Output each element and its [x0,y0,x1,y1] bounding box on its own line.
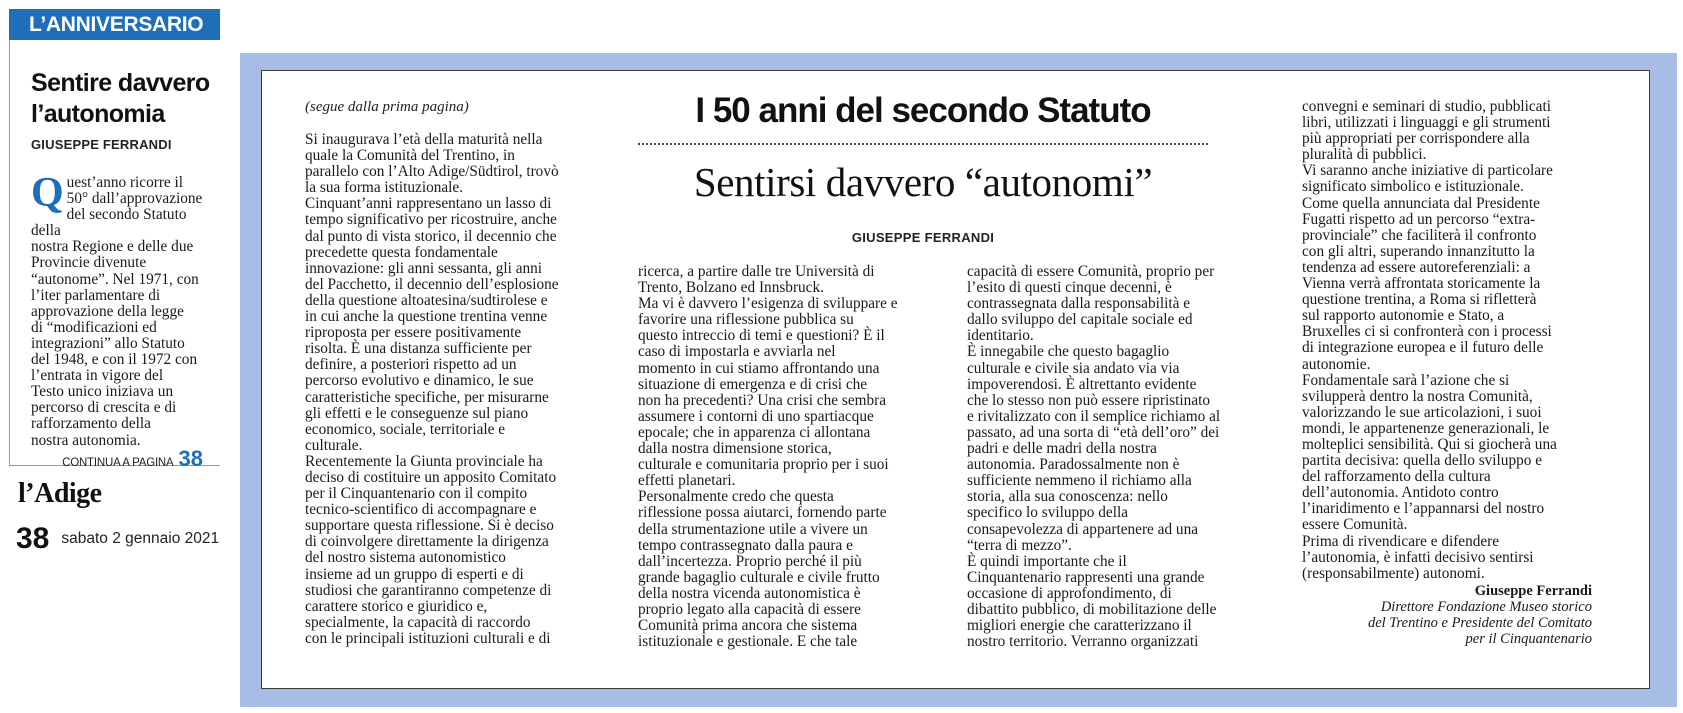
text-line: caratteristiche specifiche, per misurarne [305,388,549,406]
text-line: Personalmente credo che questa [638,488,834,506]
sidebar-text-line: Testo unico iniziava un [31,383,174,401]
text-line: l’esito di questi cinque decenni, è [967,279,1172,297]
text-line: innovazione: gli anni sessanta, gli anni [305,259,543,277]
text-line: tempo contrassegnato dalla paura e [638,536,853,554]
sidebar-text [31,170,212,449]
text-line: epocale; che in apparenza ci allontana [638,423,871,441]
text-line: svilupperà dentro la nostra Comunità, [1302,387,1533,405]
sidebar-text-line: del secondo Statuto della [31,206,187,240]
text-column-1 [305,132,595,647]
text-line: Fugatti rispetto ad un percorso “extra- [1302,210,1536,228]
text-line: del nostro sistema autonomistico [305,549,506,567]
text-line: grande bagaglio culturale e civile frutto [638,568,880,586]
newspaper-masthead: l’Adige [18,478,102,509]
signature-role-line: del Trentino e Presidente del Comitato [1367,615,1592,631]
text-line: culturale e comunitaria proprio per i suoi [638,456,889,474]
article-headline: Sentirsi davvero “autonomi” [693,159,1153,205]
text-line: di integrazione europea e il futuro delle [1302,339,1544,357]
text-line: Trento, Bolzano ed Innsbruck. [638,279,824,297]
text-line: di coinvolgere direttamente la dirigenza [305,533,549,551]
text-line: È innegabile che questo bagaglio [967,343,1170,361]
text-line: Comunità prima ancora che sistema [638,617,858,635]
article-frame [240,53,1677,707]
sidebar-text-line: nostra Regione e delle due [31,238,194,256]
text-line: definire, a posteriori rispetto ad un [305,356,517,374]
text-line: nostro territorio. Verranno organizzati [967,633,1199,651]
text-line: caso di impostarla e avviarla nel [638,343,836,361]
sidebar-text-line: approvazione della legge [31,302,184,320]
text-line: culturale e civile sia andato via via [967,359,1180,377]
text-line: che lo stesso non può essere ripristinato [967,391,1211,409]
text-line: con gli altri, superando innanzitutto la [1302,242,1535,260]
text-line: Cinquant’anni rappresentano un lasso di [305,195,552,213]
text-line: Cinquantenario rappresenti una grande [967,568,1205,586]
text-line: partita decisiva: quella dello sviluppo e [1302,452,1543,470]
text-line: Bruxelles ci si confronterà con i processi [1302,323,1552,341]
text-line: occasione di approfondimento, di [967,584,1172,602]
section-label: L’ANNIVERSARIO [9,9,220,40]
text-column-4 [1302,99,1592,647]
text-line: studiosi che garantiranno competenze di [305,581,552,599]
text-line: migliori energie che caratterizzano il [967,617,1192,635]
text-line: sul rapporto autonomie e Stato, a [1302,307,1505,325]
text-line: momento in cui stiamo affrontando una [638,359,880,377]
sidebar-text-line: integrazioni” allo Statuto [31,334,185,352]
text-line: essere Comunità. [1302,516,1408,534]
text-line: capacità di essere Comunità, proprio per [967,263,1215,280]
continue-page-number: 38 [178,446,203,471]
text-line: Vienna verrà affrontata storicamente la [1302,275,1541,293]
sidebar-text-line: “autonome”. Nel 1971, con [31,270,199,288]
text-line: dalla nostra dimensione storica, [638,440,832,458]
text-line: contrassegnata dalla responsabilità e [967,295,1190,313]
sidebar-text-line: l’entrata in vigore del [31,367,164,385]
text-line: consapevolezza di appartenere ad una [967,520,1199,538]
text-line: specialmente, la capacità di raccordo [305,613,531,631]
text-line: impoverendosi. È altrettanto evidente [967,375,1197,393]
text-line: dal punto di vista storico, il decennio che [305,227,557,245]
text-line: parallelo con l’Alto Adige/Südtirol, trovò [305,163,559,181]
dotted-divider [638,143,1208,145]
text-line: del rafforzamento della cultura [1302,468,1491,486]
text-line: dall’incertezza. Proprio perché il più [638,552,862,570]
text-line: questione trentina, a Roma si rifletterà [1302,291,1537,309]
sidebar-text-line: nostra autonomia. [31,431,141,449]
text-line: culturale. [305,436,363,454]
text-line: dibattito pubblico, di mobilitazione delle [967,600,1217,618]
text-column-3 [967,264,1257,650]
text-line: l’autonomia, è infatti decisivo sentirsi [1302,548,1534,566]
text-line: dell’autonomia. Antidoto contro [1302,484,1499,502]
text-line: ricerca, a partire dalle tre Università di [638,263,875,280]
sidebar-text-line: uest’anno ricorre il [66,174,184,191]
text-line: provinciale” che faciliterà il confronto [1302,226,1537,244]
sidebar-teaser [9,40,220,471]
page-number: 38 [16,522,50,555]
continued-note: (segue dalla prima pagina) [305,99,469,115]
text-line: insieme ad un gruppo di esperti e di [305,565,524,583]
text-line: proprio legato alla capacità di essere [638,600,861,618]
continue-label: CONTINUA A PAGINA [62,457,174,469]
text-line: (responsabilmente) autonomi. [1302,564,1485,582]
sidebar-title-line: l’autonomia [31,100,165,128]
sidebar-text-line: l’iter parlamentare di [31,286,161,304]
text-line: Si inaugurava l’età della maturità nella [305,131,543,148]
sidebar-author: GIUSEPPE FERRANDI [31,137,172,152]
article-body [261,70,1650,689]
text-line: della questione altoatesina/sudtirolese e [305,291,548,309]
text-line: pluralità di pubblici. [1302,146,1427,164]
sidebar-title-line: Sentire davvero [31,69,210,97]
text-line: l’inaridimento e l’appannarsi del nostro [1302,500,1545,518]
text-line: riflessione possa aiutarci, fornendo parte [638,504,887,522]
sidebar-text-line: rafforzamento della [31,415,151,433]
text-line: autonomia. Paradossalmente non è [967,456,1180,474]
text-line: situazione di emergenza e di crisi che [638,375,868,393]
text-line: risolta. È una distanza sufficiente per [305,340,532,358]
signature-role-line: Direttore Fondazione Museo storico [1380,598,1592,615]
sidebar-text-line: percorso di crescita e di [31,399,177,417]
text-line: Prima di rivendicare e difendere [1302,532,1500,550]
text-line: dallo sviluppo del capitale sociale ed [967,311,1193,329]
text-column-2 [638,264,938,650]
text-line: convegni e seminari di studio, pubblicati [1302,98,1551,115]
continue-link[interactable] [62,446,203,472]
text-line: tecnico-scientifico di accompagnare e [305,501,537,519]
text-line: specifico lo sviluppo della [967,504,1129,522]
text-line: Recentemente la Giunta provinciale ha [305,452,543,470]
text-line: Come quella annunciata dal Presidente [1302,194,1540,212]
text-line: identitario. [967,327,1034,345]
text-line: tempo significativo per ricostruire, anche [305,211,557,229]
text-line: significato simbolico e istituzionale. [1302,178,1524,196]
text-line: carattere storico e giuridico e, [305,597,488,615]
text-line: sufficiente nemmeno il richiamo alla [967,472,1192,490]
text-line: istituzionale e gestionale. E che tale [638,633,858,651]
text-line: e rivitalizzato con il semplice richiamo al [967,407,1221,425]
text-line: gli effetti e le conseguenze sul piano [305,404,529,422]
text-line: della strumentazione utile a vivere un [638,520,868,538]
article-byline: GIUSEPPE FERRANDI [851,230,995,245]
issue-date: sabato 2 gennaio 2021 [61,530,220,547]
text-line: effetti planetari. [638,472,736,490]
text-line: quale la Comunità del Trentino, in [305,147,515,165]
text-line: precedette questa fondamentale [305,243,498,261]
sidebar-title [31,68,212,130]
sidebar-text-line: del 1948, e con il 1972 con [31,351,198,369]
article-kicker: I 50 anni del secondo Statuto [695,91,1151,130]
text-line: economico, sociale, territoriale e [305,420,506,438]
text-line: per il Cinquantenario con il compito [305,485,528,503]
text-line: passato, ad una sorta di “età dell’oro” dei [967,423,1220,441]
text-line: Vi saranno anche iniziative di particolare [1302,162,1553,180]
text-line: “terra di mezzo”. [967,536,1072,554]
text-line: molteplici sensibilità. Qui si giocherà una [1302,435,1557,453]
text-line: libri, utilizzati i linguaggi e gli strumenti [1302,114,1551,132]
text-line: mondi, le appartenenze generazionali, le [1302,419,1550,437]
sidebar-text-line: 50° dall’approvazione [66,190,203,208]
text-line: tendenza ad essere autoreferenziali: a [1302,258,1531,276]
text-line: non ha precedenti? Una crisi che sembra [638,391,887,409]
text-line: del Pacchetto, il decennio dell’esplosione [305,275,559,293]
sidebar-text-line: Provincie divenute [31,254,147,272]
signature-role-line: per il Cinquantenario [1465,631,1592,648]
text-line: percorso evolutivo e dinamico, le sue [305,372,534,390]
text-line: della nostra vicenda autonomistica è [638,584,861,602]
text-line: storia, alla sua conoscenza: nello [967,488,1168,506]
signature-name: Giuseppe Ferrandi [1474,582,1592,599]
text-line: assumere i contorni di uno spartiacque [638,407,874,425]
text-line: supportare questa riflessione. Si è deciso [305,517,554,535]
text-line: con le principali istituzioni culturali e di [305,629,551,647]
text-line: più appropriati per corrispondere alla [1302,130,1530,148]
text-line: autonomie. [1302,355,1371,373]
text-line: valorizzando le sue articolazioni, i suoi [1302,403,1542,421]
sidebar-text-line: di “modificazioni ed [31,318,157,336]
text-line: Fondamentale sarà l’azione che si [1302,371,1510,389]
text-line: Ma vi è davvero l’esigenza di sviluppare e [638,295,898,313]
folio [16,522,219,556]
text-line: in cui anche la questione trentina venne [305,308,548,326]
text-line: È quindi importante che il [967,552,1127,570]
text-line: la sua forma istituzionale. [305,179,464,197]
text-line: padri e delle madri della nostra [967,440,1157,458]
dropcap: Q [31,170,64,216]
text-line: questo intreccio di temi e questioni? È il [638,327,885,345]
text-line: deciso di costituire un apposito Comitato [305,468,557,486]
text-line: riproposta per essere positivamente [305,324,522,342]
text-line: favorire una riflessione pubblica su [638,311,854,329]
